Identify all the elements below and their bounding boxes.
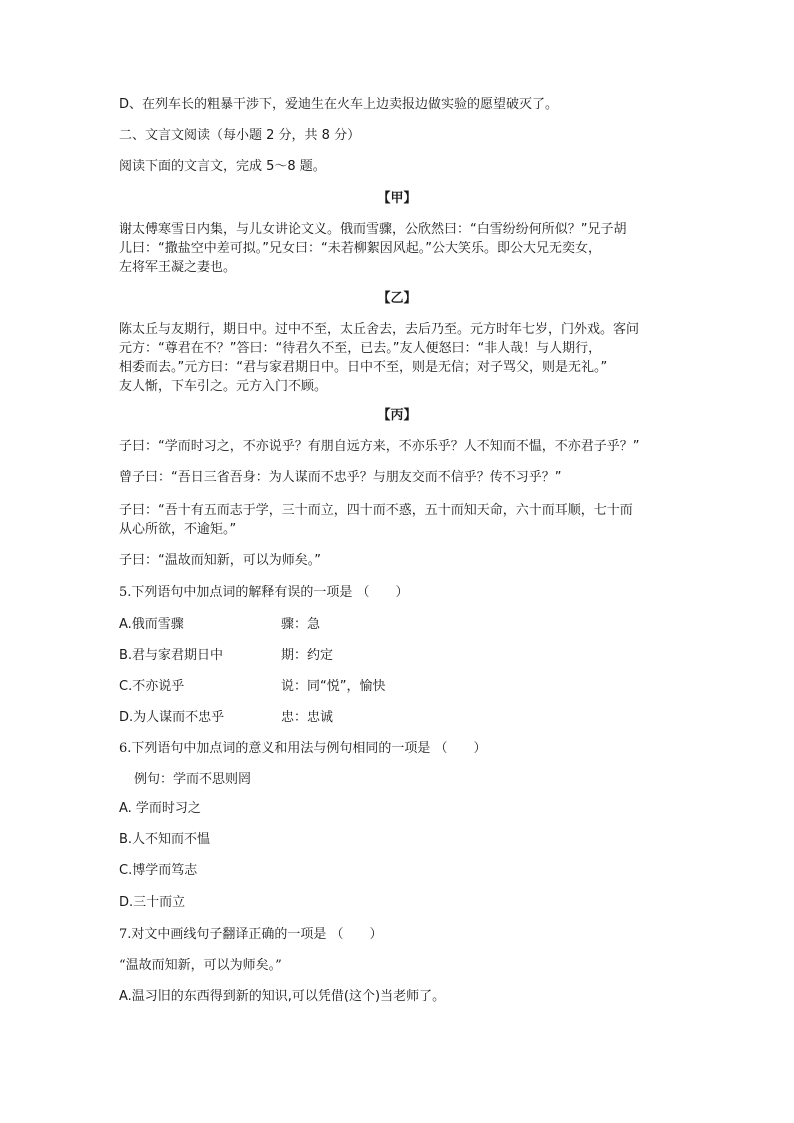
- option-explanation: 骤：急: [281, 617, 321, 632]
- question-5-option-b: [119, 647, 679, 665]
- passage-bing-p1: 子曰：“学而时习之，不亦说乎？有朋自远方来，不亦乐乎？人不知而不愠，不亦君子乎？”: [119, 439, 640, 454]
- question-5-option-c: [119, 678, 679, 696]
- option-text: A.俄而雪骤: [119, 617, 184, 632]
- section-title: 二、文言文阅读（每小题 2 分，共 8 分）: [119, 128, 361, 143]
- option-explanation: 期：约定: [281, 648, 334, 663]
- reading-instruction: 阅读下面的文言文，完成 5～8 题。: [119, 159, 326, 174]
- passage-bing-p2: 曾子曰：“吾日三省吾身：为人谋而不忠乎？与朋友交而不信乎？传不习乎？”: [119, 470, 562, 485]
- question-7-quote: “温故而知新，可以为师矣。”: [119, 958, 282, 973]
- question-5-stem: 5.下列语句中加点词的解释有误的一项是 （ ）: [119, 585, 409, 600]
- question-7-option-a: A.温习旧的东西得到新的知识,可以凭借(这个)当老师了。: [119, 989, 446, 1004]
- passage-jia-line: 谢太傅寒雪日内集，与儿女讲论文义。俄而雪骤，公欣然曰：“白雪纷纷何所似？”兄子胡: [119, 222, 627, 237]
- question-6-option-a: A. 学而时习之: [119, 801, 201, 816]
- question-7-stem: 7.对文中画线句子翻译正确的一项是 （ ）: [119, 927, 383, 942]
- question-5-option-a: [119, 616, 679, 634]
- passage-yi-line: 友人惭，下车引之。元方入门不顾。: [119, 379, 328, 394]
- option-text: D.为人谋而不忠乎: [119, 710, 225, 725]
- passage-jia-line: 左将军王凝之妻也。: [119, 260, 237, 275]
- passage-yi-line: 相委而去。”元方曰：“君与家君期日中。日中不至，则是无信；对子骂父，则是无礼。”: [119, 360, 608, 375]
- question-6-option-b: B.人不知而不愠: [119, 832, 211, 847]
- question-6-option-d: D.三十而立: [119, 895, 186, 910]
- option-text: B.君与家君期日中: [119, 648, 224, 663]
- question-6-example: 例句：学而不思则罔: [134, 772, 252, 787]
- passage-yi-line: 元方：“尊君在不？”答曰：“待君久不至，已去。”友人便怒曰：“非人哉！与人期行，: [119, 341, 602, 356]
- passage-bing-p3-line2: 从心所欲，不逾矩。”: [119, 522, 237, 537]
- passage-bing-p4: 子曰：“温故而知新，可以为师矣。”: [119, 553, 321, 568]
- passage-bing-heading: 【丙】: [377, 408, 417, 423]
- question-6-option-c: C.博学而笃志: [119, 863, 198, 878]
- previous-option-d: D、在列车长的粗暴干涉下，爱迪生在火车上边卖报边做实验的愿望破灭了。: [119, 97, 559, 112]
- question-6-stem: 6.下列语句中加点词的意义和用法与例句相同的一项是 （ ）: [119, 741, 487, 756]
- passage-jia-line: 儿曰：“撒盐空中差可拟。”兄女曰：“未若柳絮因风起。”公大笑乐。即公大兄无奕女，: [119, 241, 601, 256]
- option-explanation: 忠：忠诚: [281, 710, 334, 725]
- passage-jia-heading: 【甲】: [377, 191, 417, 206]
- option-explanation: 说：同“悦”，愉快: [281, 679, 386, 694]
- passage-yi-heading: 【乙】: [377, 291, 417, 306]
- passage-bing-p3-line1: 子曰：“吾十有五而志于学，三十而立，四十而不惑，五十而知天命，六十而耳顺，七十而: [119, 503, 633, 518]
- question-5-option-d: [119, 709, 679, 727]
- option-text: C.不亦说乎: [119, 679, 185, 694]
- passage-yi-line: 陈太丘与友期行，期日中。过中不至，太丘舍去，去后乃至。元方时年七岁，门外戏。客问: [119, 322, 640, 337]
